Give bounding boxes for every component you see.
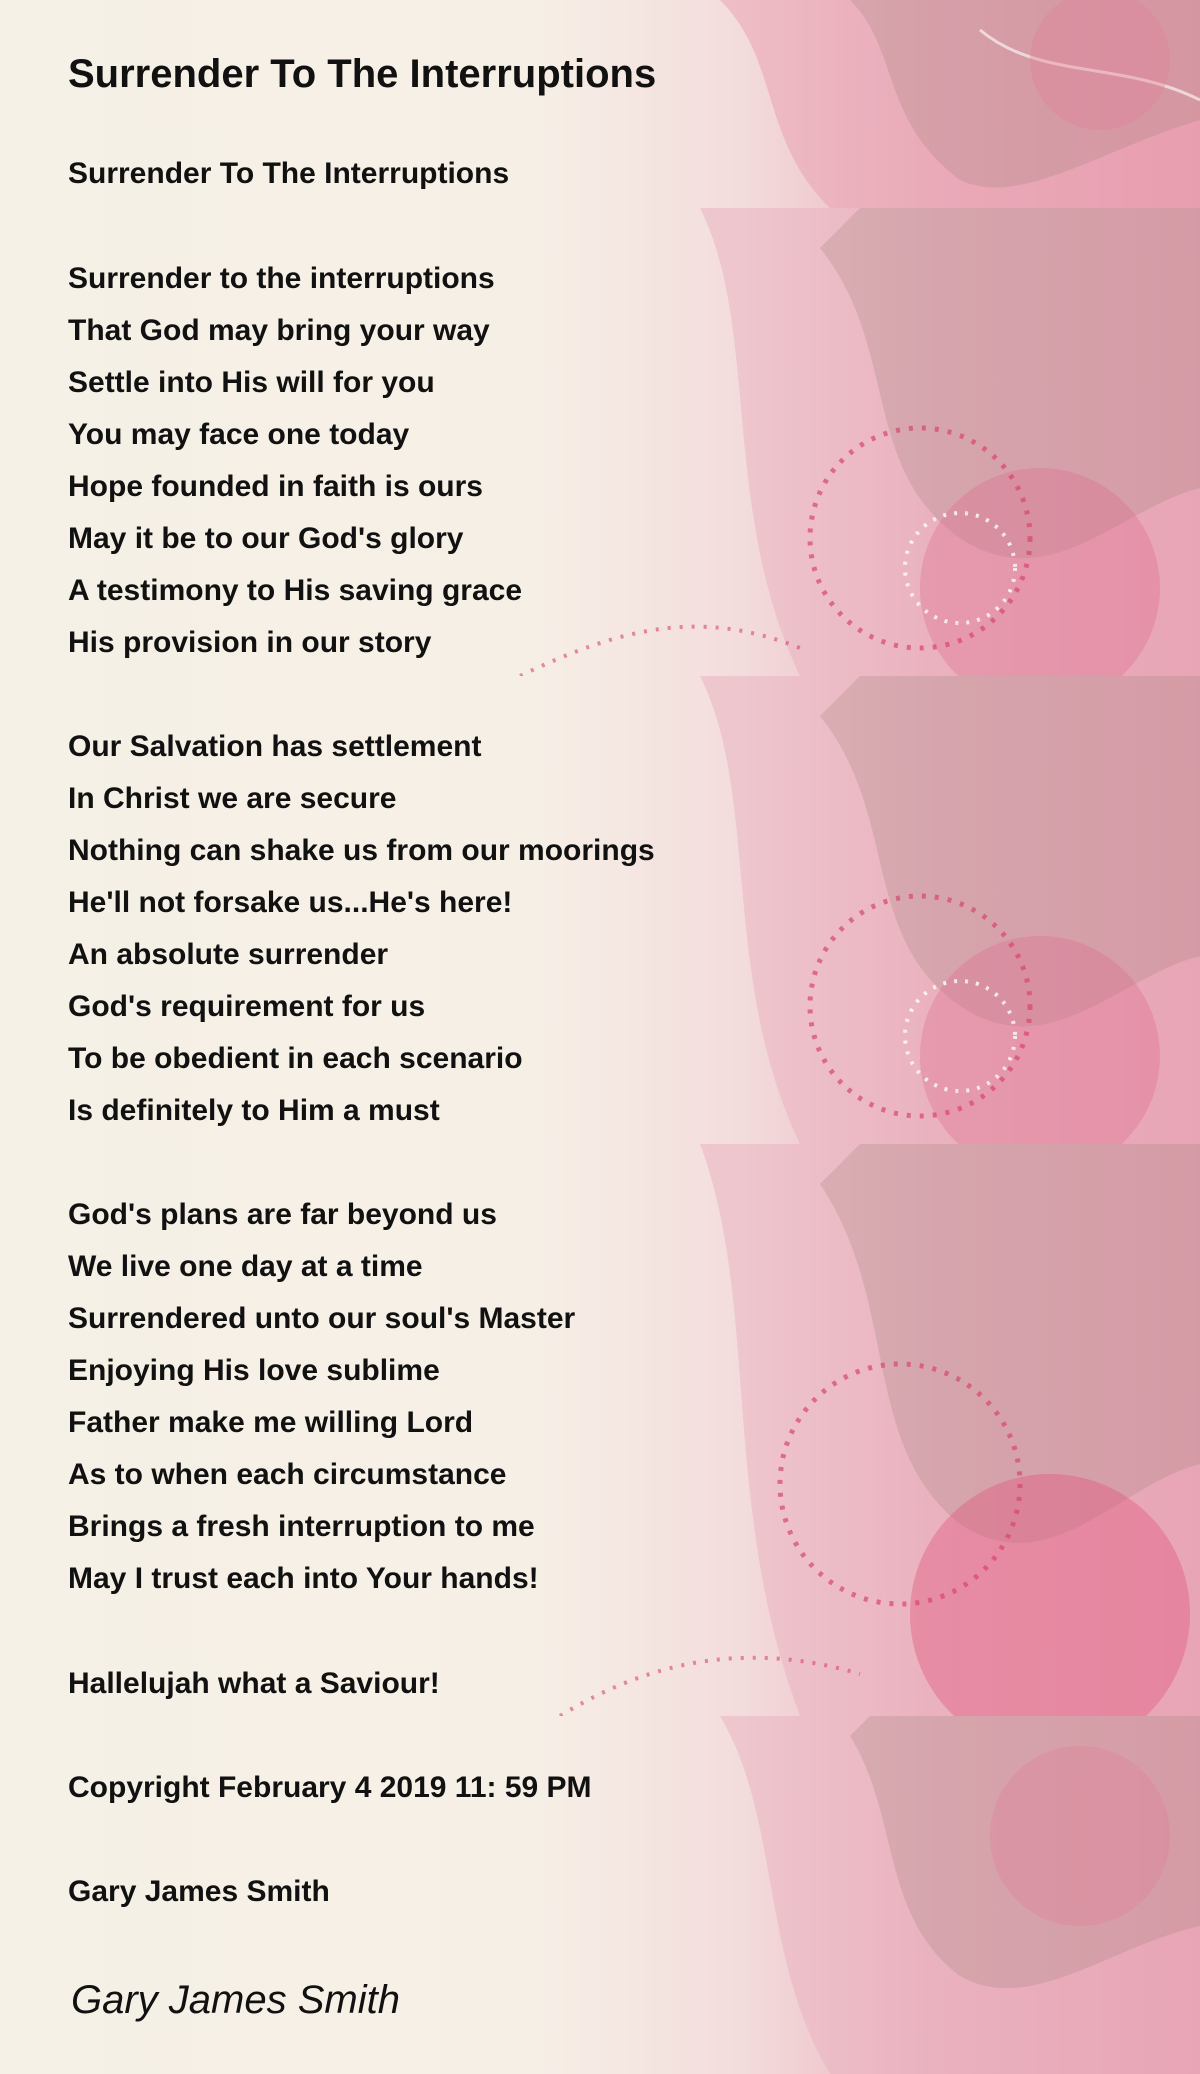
- author-signature: Gary James Smith: [71, 1978, 400, 2022]
- poem-subtitle: Surrender To The Interruptions: [68, 157, 510, 190]
- poem-line: You may face one today: [68, 418, 410, 451]
- poem-line: Father make me willing Lord: [68, 1406, 474, 1439]
- author-name: Gary James Smith: [68, 1875, 330, 1908]
- poem-line: We live one day at a time: [68, 1250, 423, 1283]
- poem-line: Brings a fresh interruption to me: [68, 1510, 535, 1543]
- poem-line: An absolute surrender: [68, 938, 389, 971]
- poem-line: Hope founded in faith is ours: [68, 470, 483, 503]
- poem-closing: Hallelujah what a Saviour!: [68, 1667, 440, 1700]
- poem-line: To be obedient in each scenario: [68, 1042, 523, 1075]
- poem-line: Our Salvation has settlement: [68, 730, 482, 763]
- poem-line: Enjoying His love sublime: [68, 1354, 440, 1387]
- poem-line: Nothing can shake us from our moorings: [68, 834, 655, 867]
- poem-line: In Christ we are secure: [68, 782, 397, 815]
- poem-line: He'll not forsake us...He's here!: [68, 886, 513, 919]
- copyright-text: Copyright February 4 2019 11: 59 PM: [68, 1771, 592, 1804]
- poem-line: God's requirement for us: [68, 990, 426, 1023]
- poem-line: Surrender to the interruptions: [68, 262, 495, 295]
- poem-line: Settle into His will for you: [68, 366, 435, 399]
- poem-line: God's plans are far beyond us: [68, 1198, 497, 1231]
- poem-line: As to when each circumstance: [68, 1458, 507, 1491]
- poem-line: A testimony to His saving grace: [68, 574, 523, 607]
- poem-line: May it be to our God's glory: [68, 522, 464, 555]
- poem-line: May I trust each into Your hands!: [68, 1562, 539, 1595]
- poem-line: His provision in our story: [68, 626, 432, 659]
- poem-line: That God may bring your way: [68, 314, 490, 347]
- poem-line: Surrendered unto our soul's Master: [68, 1302, 576, 1335]
- poem-title: Surrender To The Interruptions: [68, 52, 657, 96]
- poem-line: Is definitely to Him a must: [68, 1094, 440, 1127]
